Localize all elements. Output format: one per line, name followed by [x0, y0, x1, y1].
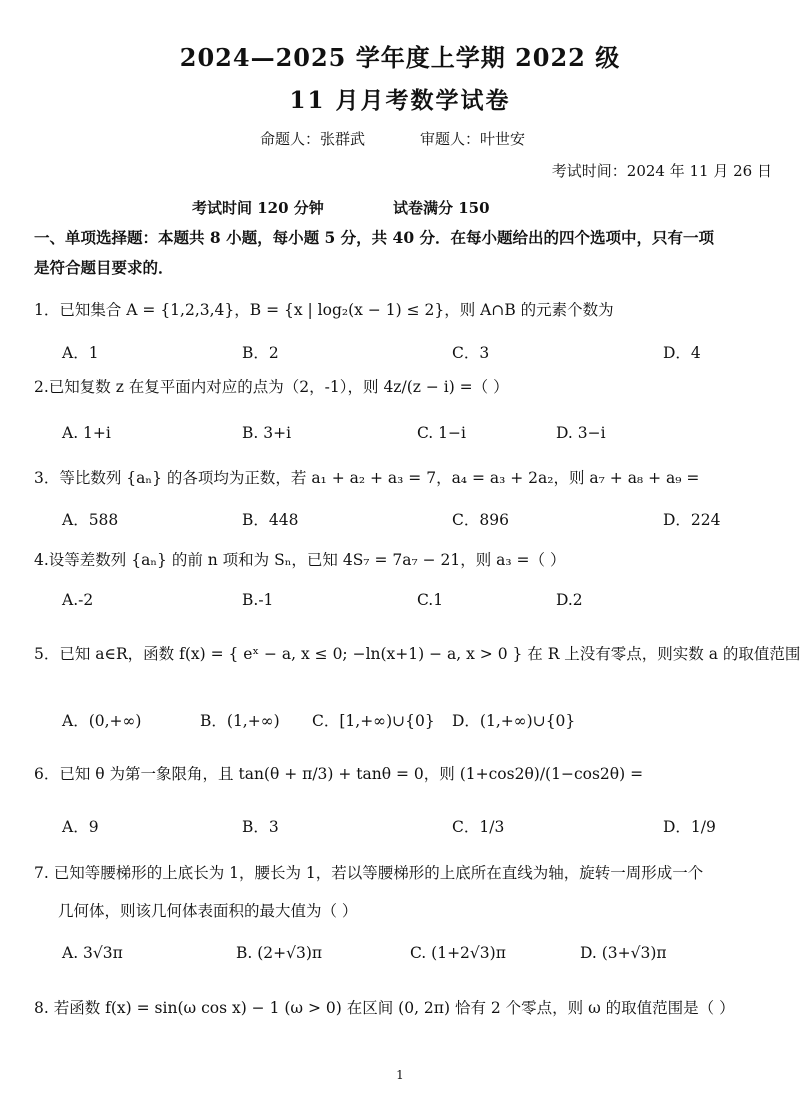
question-3-option-a: A．588: [62, 511, 119, 529]
setter-label: 命题人：张群武: [260, 130, 366, 148]
question-1-option-a: A．1: [62, 344, 99, 362]
question-7-stem-cont: 几何体，则该几何体表面积的最大值为（ ）: [58, 902, 358, 920]
question-3-stem: 3．等比数列 {aₙ} 的各项均为正数，若 a₁ + a₂ + a₃ = 7，a₄ = a₃ + 2a₂，则 a₇ + a₈ + a₉ =: [34, 469, 700, 487]
question-7-option-d: D. (3+√3)π: [580, 944, 667, 962]
question-1-option-c: C．3: [452, 344, 490, 362]
question-8-stem: 8. 若函数 f(x) = sin(ω cos x) − 1 (ω > 0) 在区间 (0, 2π) 恰有 2 个零点，则 ω 的取值范围是（ ）: [34, 999, 735, 1017]
question-7-option-b: B. (2+√3)π: [236, 944, 323, 962]
question-7-stem: 7. 已知等腰梯形的上底长为 1，腰长为 1，若以等腰梯形的上底所在直线为轴，旋转一周形成一个: [34, 864, 704, 882]
question-5-option-d: D．(1,+∞)∪{0}: [452, 712, 576, 730]
question-5-option-b: B．(1,+∞): [200, 712, 280, 730]
question-5-option-a: A．(0,+∞): [62, 712, 142, 730]
question-2-option-c: C. 1−i: [417, 424, 466, 442]
exam-subtitle: 11 月月考数学试卷: [289, 87, 511, 114]
question-5-stem: 5．已知 a∈R，函数 f(x) = { eˣ − a, x ≤ 0; −ln(x+1) − a, x > 0 } 在 R 上没有零点，则实数 a 的取值范围: [34, 645, 800, 663]
question-5-option-c: C．[1,+∞)∪{0}: [312, 712, 435, 730]
section-one-heading: 一、单项选择题：本题共 8 小题，每小题 5 分，共 40 分．在每小题给出的四个选项中，只有一项: [34, 228, 715, 247]
question-6-stem: 6．已知 θ 为第一象限角，且 tan(θ + π/3) + tanθ = 0，则 (1+cos2θ)/(1−cos2θ) =: [34, 765, 644, 783]
question-6-option-d: D．1/9: [663, 818, 716, 836]
section-one-heading-cont: 是符合题目要求的．: [34, 258, 174, 277]
question-2-option-d: D. 3−i: [556, 424, 606, 442]
question-1-stem: 1．已知集合 A = {1,2,3,4}，B = {x | log₂(x − 1) ≤ 2}，则 A∩B 的元素个数为: [34, 301, 614, 319]
question-6-option-b: B．3: [242, 818, 279, 836]
question-6-option-a: A．9: [62, 818, 99, 836]
question-4-option-c: C.1: [417, 591, 444, 609]
question-6-option-c: C．1/3: [452, 818, 505, 836]
reviewer-label: 审题人：叶世安: [420, 130, 526, 148]
question-4-option-a: A.-2: [62, 591, 94, 609]
question-4-option-d: D.2: [556, 591, 583, 609]
page-number: 1: [396, 1068, 404, 1082]
question-3-option-d: D．224: [663, 511, 721, 529]
question-7-option-c: C. (1+2√3)π: [410, 944, 506, 962]
question-1-option-b: B．2: [242, 344, 279, 362]
exam-duration: 考试时间 120 分钟: [192, 199, 324, 217]
exam-date: 考试时间：2024 年 11 月 26 日: [551, 162, 772, 180]
question-3-option-b: B．448: [242, 511, 299, 529]
question-1-option-d: D．4: [663, 344, 701, 362]
question-2-option-b: B. 3+i: [242, 424, 292, 442]
exam-full-score: 试卷满分 150: [393, 199, 490, 217]
question-2-stem: 2.已知复数 z 在复平面内对应的点为（2，-1），则 4z/(z − i) =（ ）: [34, 378, 509, 396]
question-4-option-b: B.-1: [242, 591, 274, 609]
question-3-option-c: C．896: [452, 511, 509, 529]
question-2-option-a: A. 1+i: [62, 424, 111, 442]
exam-title: 2024—2025 学年度上学期 2022 级: [179, 43, 621, 72]
question-7-option-a: A. 3√3π: [62, 944, 123, 962]
question-4-stem: 4.设等差数列 {aₙ} 的前 n 项和为 Sₙ，已知 4S₇ = 7a₇ − 21，则 a₃ =（ ）: [34, 551, 566, 569]
